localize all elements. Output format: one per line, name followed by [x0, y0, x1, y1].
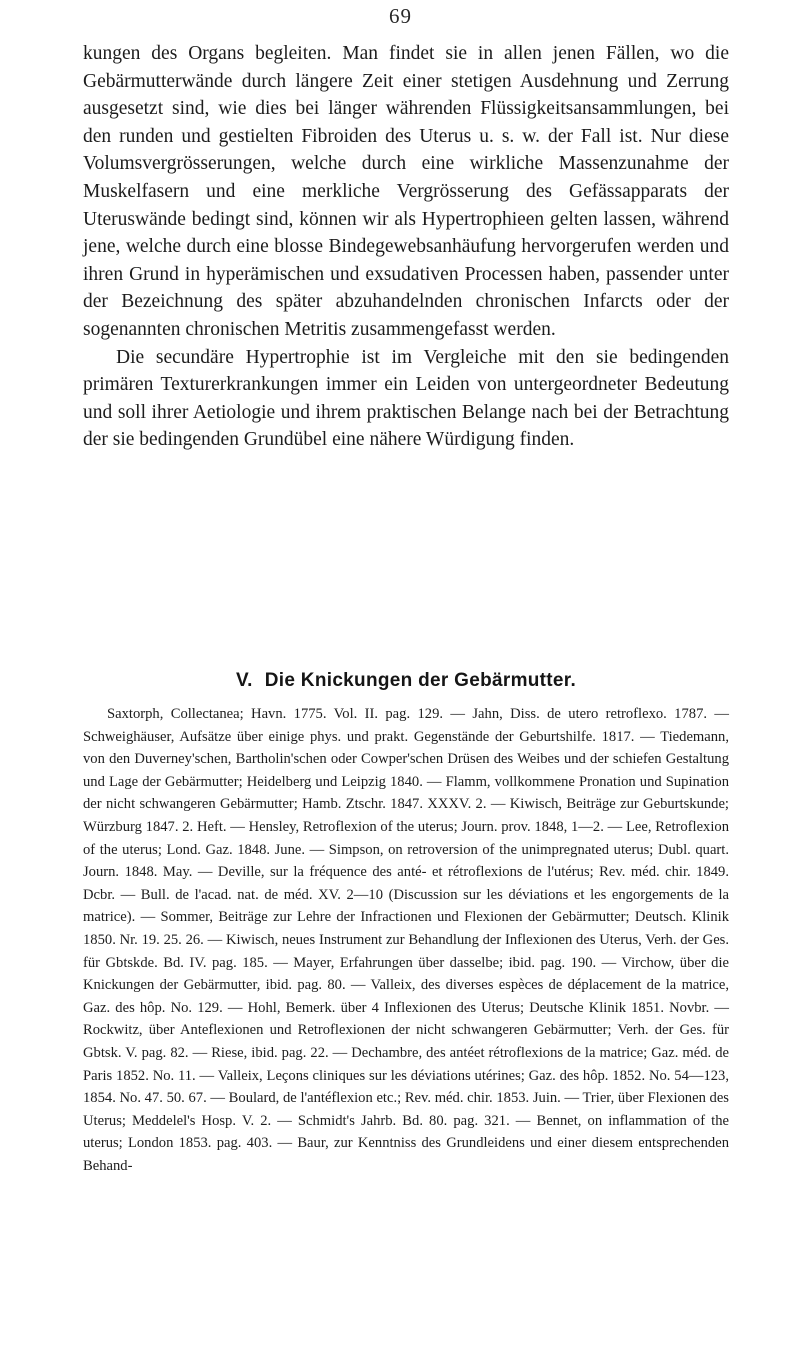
section-number: V. [235, 670, 253, 691]
paragraph: kungen des Organs begleiten. Man findet sie in allen jenen Fällen, wo die Gebärmutterwände durch längere Zeit einer stetigen Ausdehnung und Zerrung ausgesetzt sind, wie dies bei länger währenden Flüssigkeitsansammlungen, bei den runden und gestielten Fibroiden des Uterus u. s. w. der Fall ist. Nur diese Volumsvergrösserungen, welche durch eine wirkliche Massenzunahme der Muskelfasern und eine merkliche Vergrösserung des Gefässapparats der Uteruswände bedingt sind, können wir als Hypertrophieen gelten lassen, während jene, welche durch eine blosse Bindegewebsanhäufung hervorgerufen werden und ihren Grund in hyperämischen und exsudativen Processen haben, passender unter der Bezeichnung des später abzuhandelnden chronischen Infarcts oder der sogenannten chronischen Metritis zusammengefasst werden. [83, 43, 729, 340]
section-heading [83, 670, 729, 692]
section-title: Die Knickungen der Gebärmutter. [264, 670, 577, 691]
bibliography [83, 703, 729, 1177]
bibliography-text: Saxtorph, Collectanea; Havn. 1775. Vol. II. pag. 129. — Jahn, Diss. de utero retroflexo. 1787. — Schweighäuser, Aufsätze über einige phys. und prakt. Gegenstände der Geburtshilfe. 1817. — Tiedemann, von den Duverney'schen, Bartholin'schen oder Cowper'schen Drüsen des Weibes und der schiefen Gestaltung und Lage der Gebärmutter; Heidelberg und Leipzig 1840. — Flamm, vollkommene Pronation und Supination der nicht schwangeren Gebärmutter; Hamb. Ztschr. 1847. XXXV. 2. — Kiwisch, Beiträge zur Geburtskunde; Würzburg 1847. 2. Heft. — Hensley, Retroflexion of the uterus; Journ. prov. 1848, 1—2. — Lee, Retroflexion of the uterus; Lond. Gaz. 1848. June. — Simpson, on retroversion of the unimpregnated uterus; Dubl. quart. Journ. 1848. May. — Deville, sur la fréquence des anté- et rétroflexions de l'utérus; Rev. méd. chir. 1849. Dcbr. — Bull. de l'acad. nat. de méd. XV. 2—10 (Discussion sur les déviations et les engorgements de la matrice). — Sommer, Beiträge zur Lehre der Infractionen und Flexionen der Gebärmutter; Deutsch. Klinik 1850. Nr. 19. 25. 26. — Kiwisch, neues Instrument zur Behandlung der Inflexionen des Uterus, Verh. der Ges. für Gbtskde. Bd. IV. pag. 185. — Mayer, Erfahrungen über dasselbe; ibid. pag. 190. — Virchow, über die Knickungen der Gebärmutter, ibid. pag. 80. — Valleix, des diverses espèces de déplacement de la matrice, Gaz. des hôp. No. 129. — Hohl, Bemerk. über 4 Inflexionen des Uterus; Deutsche Klinik 1851. Novbr. — Rockwitz, über Anteflexionen und Retroflexionen der nicht schwangeren Gebärmutter; Verh. der Ges. für Gbtsk. V. pag. 82. — Riese, ibid. pag. 22. — Dechambre, des antéet rétroflexions de la matrice; Gaz. méd. de Paris 1852. No. 11. — Valleix, Leçons cliniques sur les déviations utérines; Gaz. des hôp. 1852. No. 54—123, 1854. No. 47. 50. 67. — Boulard, de l'antéflexion etc.; Rev. méd. chir. 1853. Juin. — Trier, über Flexionen des Uterus; Meddelel's Hosp. V. 2. — Schmidt's Jahrb. Bd. 80. pag. 321. — Bennet, on inflammation of the uterus; London 1853. pag. 403. — Baur, zur Kenntniss des Grundleidens und einer diesem entsprechenden Behand- [83, 706, 729, 1174]
paragraph: Die secundäre Hypertrophie ist im Vergleiche mit den sie bedingenden primären Texturerkrankungen immer ein Leiden von untergeordneter Bedeutung und soll ihrer Aetiologie und ihrem praktischen Belange nach bei der Betrachtung der sie bedingenden Grundübel eine nähere Würdigung finden. [83, 346, 729, 451]
page-number: 69 [389, 4, 412, 28]
main-text [83, 40, 729, 454]
